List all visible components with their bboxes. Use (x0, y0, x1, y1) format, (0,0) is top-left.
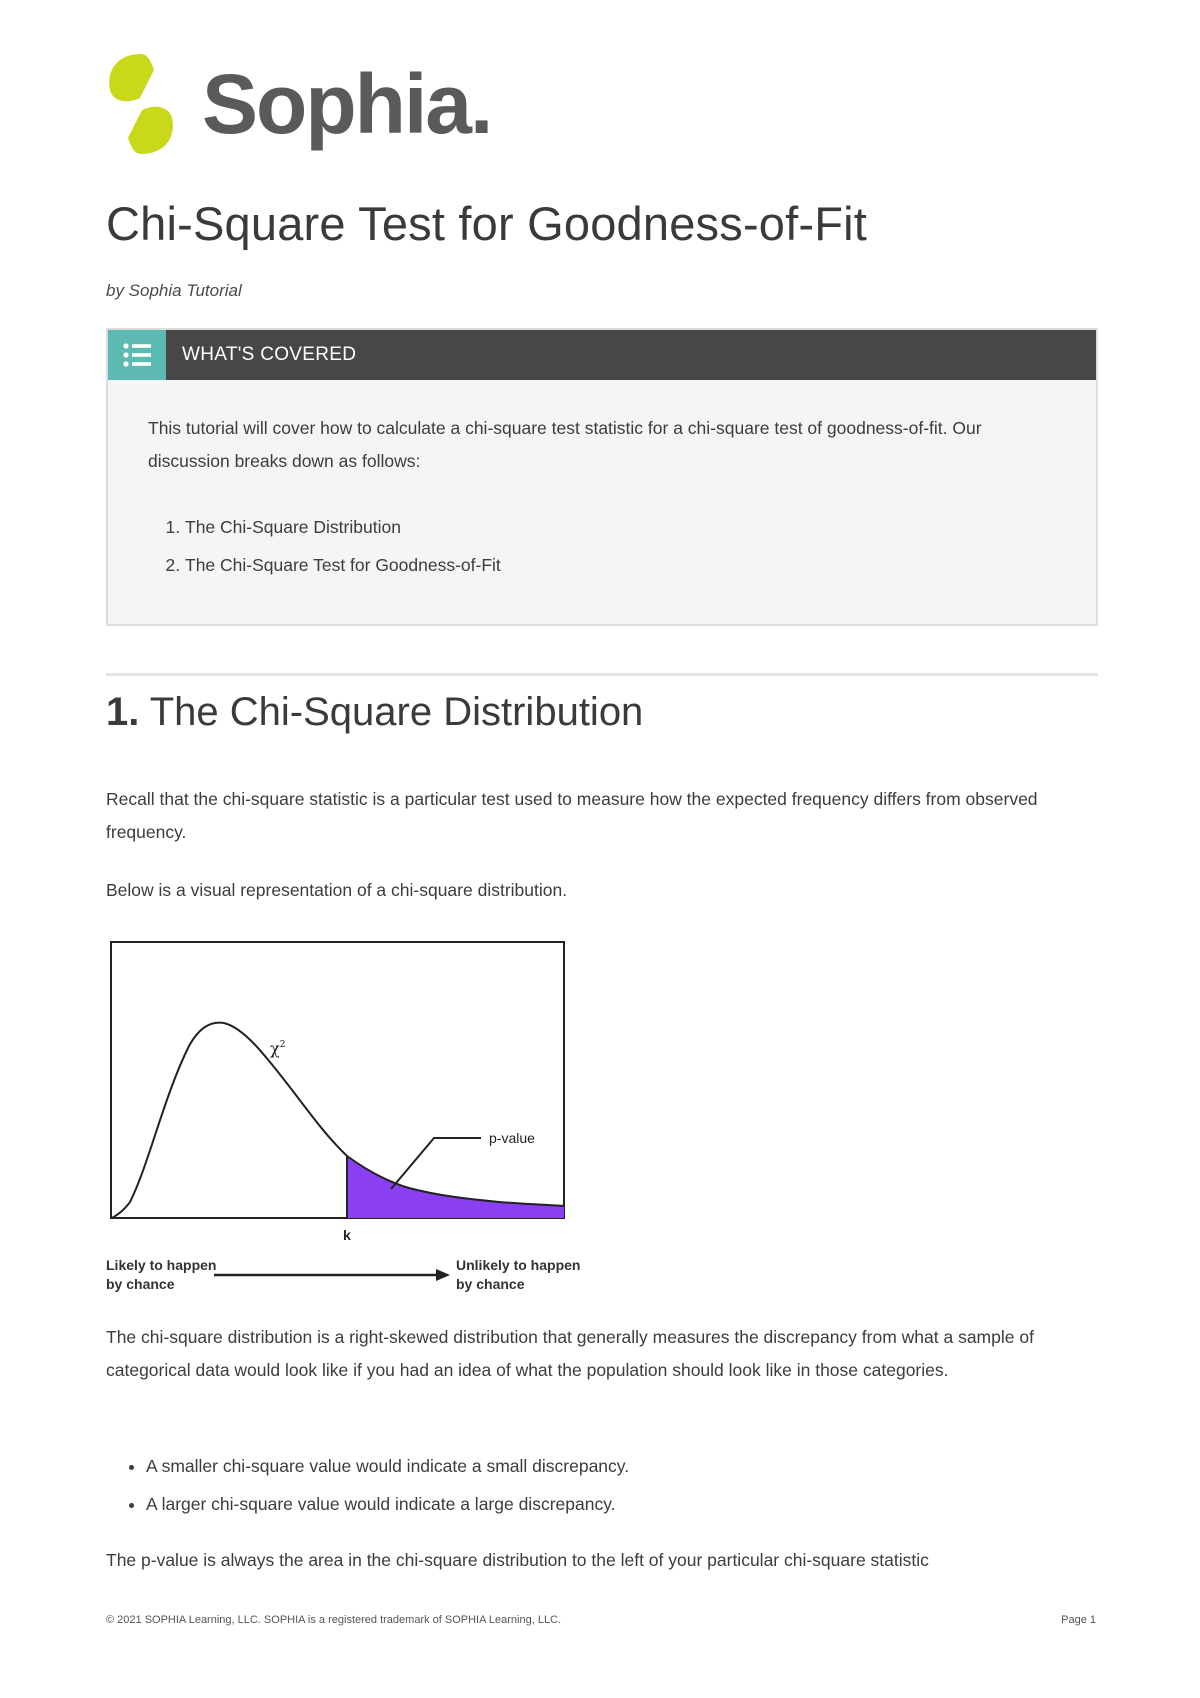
whats-covered-header (108, 330, 1096, 380)
figure-frame (111, 942, 564, 1218)
list-item: • A larger chi-square value would indicate a large discrepancy. (146, 1485, 629, 1523)
right-caption: Unlikely to happen by chance (456, 1257, 581, 1292)
whats-covered-body (108, 380, 1096, 584)
bullet-list (106, 1447, 629, 1523)
section-heading: 1. The Chi-Square Distribution (106, 690, 644, 734)
chi-square-figure (104, 936, 590, 1296)
sophia-logo-wordmark: Sophia. (202, 57, 492, 151)
curve-label: $\chi^2$ (270, 1039, 286, 1058)
whats-covered-intro: This tutorial will cover how to calculate a chi-square test statistic for a chi-square test of goodness-of-fit. Our discussion breaks down as follows: (148, 418, 982, 471)
whats-covered-list (148, 508, 1052, 584)
whats-covered-box (106, 328, 1098, 626)
section-divider (106, 673, 1098, 676)
byline: by Sophia Tutorial (106, 281, 242, 300)
list-icon (108, 330, 166, 380)
sophia-logo-mark (104, 52, 178, 156)
paragraph: Below is a visual representation of a chi-square distribution. (106, 880, 568, 900)
whats-covered-title: WHAT'S COVERED (182, 344, 357, 365)
list-item: • A smaller chi-square value would indicate a small discrepancy. (146, 1447, 629, 1485)
page-title: Chi-Square Test for Goodness-of-Fit (106, 197, 868, 250)
paragraph: The p-value is always the area in the chi-square distribution to the left of your particular chi-square statistic (106, 1550, 929, 1570)
p-value-label: p-value (489, 1130, 535, 1146)
sophia-logo (104, 52, 491, 156)
footer-page-number: Page 1 (1061, 1614, 1096, 1626)
footer-copyright: © 2021 SOPHIA Learning, LLC. SOPHIA is a registered trademark of SOPHIA Learning, LLC. (106, 1614, 562, 1626)
paragraph: Recall that the chi-square statistic is a particular test used to measure how the expected frequency differs from observed frequency. (106, 789, 1038, 842)
whats-covered-item: 2. The Chi-Square Test for Goodness-of-Fit (185, 546, 1052, 584)
left-caption: Likely to happen by chance (106, 1257, 217, 1292)
k-label: k (343, 1227, 351, 1243)
whats-covered-item: 1. The Chi-Square Distribution (185, 508, 1052, 546)
paragraph: The chi-square distribution is a right-skewed distribution that generally measures the discrepancy from what a sample of categorical data would look like if you had an idea of what the population should look like in those categories. (106, 1327, 1034, 1380)
arrow-head (436, 1269, 450, 1281)
